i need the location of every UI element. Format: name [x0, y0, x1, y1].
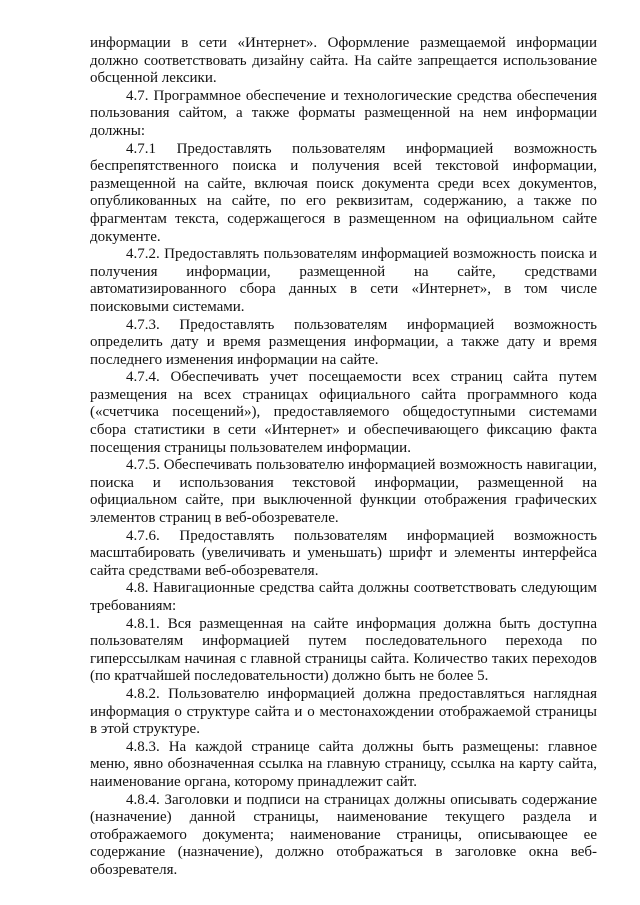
- paragraph-4-8: 4.8. Навигационные средства сайта должны соответствовать следующим требованиям:: [90, 580, 597, 614]
- paragraph-4-7: 4.7. Программное обеспечение и технологические средства обеспечения пользования сайтом, а также форматы размещенной на нем информации должны:: [90, 87, 597, 139]
- paragraph-4-8-3: 4.8.3. На каждой странице сайта должны быть размещены: главное меню, явно обозначенная ссылка на главную страницу, ссылка на карту сайта, наименование органа, которому принадлежит сайт.: [90, 738, 597, 790]
- paragraph-4-7-4: 4.7.4. Обеспечивать учет посещаемости всех страниц сайта путем размещения на всех страницах официального сайта программного кода («счетчика посещений»), предоставляемого общедоступными системами сбора статистики в сети «Интернет» и обеспечивающего фиксацию факта посещения страницы пользователем информации.: [90, 369, 597, 456]
- paragraph-4-8-2: 4.8.2. Пользователю информацией должна предоставляться наглядная информация о структуре сайта и о местонахождении отображаемой страницы в этой структуре.: [90, 685, 597, 738]
- paragraph-4-7-1: 4.7.1 Предоставлять пользователям информацией возможность беспрепятственного поиска и получения всей текстовой информации, размещенной на сайте, включая поиск документа среди всех документов, опубликованных на сайте, по его реквизитам, содержанию, а также по фрагментам текста, содержащегося в размещенном на официальном сайте документе.: [90, 140, 597, 245]
- paragraph-4-7-2: 4.7.2. Предоставлять пользователям информацией возможность поиска и получения информации, размещенной на сайте, средствами автоматизированного сбора данных в сети «Интернет», в том числе поисковыми системами.: [90, 246, 597, 315]
- paragraph-continuation: информации в сети «Интернет». Оформление размещаемой информации должно соответствовать дизайну сайта. На сайте запрещается использование обсценной лексики.: [90, 35, 597, 87]
- paragraph-4-8-1: 4.8.1. Вся размещенная на сайте информация должна быть доступна пользователям информацией путем последовательного перехода по гиперссылкам начиная с главной страницы сайта. Количество таких переходов (по кратчайшей последовательности) должно быть не более 5.: [90, 615, 597, 685]
- paragraph-4-7-3: 4.7.3. Предоставлять пользователям информацией возможность определить дату и время размещения информации, а также дату и время последнего изменения информации на сайте.: [90, 316, 597, 368]
- paragraph-4-8-4: 4.8.4. Заголовки и подписи на страницах должны описывать содержание (назначение) данной страницы, наименование текущего раздела и отображаемого документа; наименование страницы, описывающее ее содержание (назначение), должно отображаться в заголовке окна веб-обозревателя.: [90, 791, 597, 878]
- paragraph-4-7-5: 4.7.5. Обеспечивать пользователю информацией возможность навигации, поиска и использования текстовой информации, размещенной на официальном сайте, при выключенной функции отображения графических элементов страниц в веб-обозревателе.: [90, 457, 597, 527]
- paragraph-4-7-6: 4.7.6. Предоставлять пользователям информацией возможность масштабировать (увеличивать и уменьшать) шрифт и элементы интерфейса сайта средствами веб-обозревателя.: [90, 527, 597, 579]
